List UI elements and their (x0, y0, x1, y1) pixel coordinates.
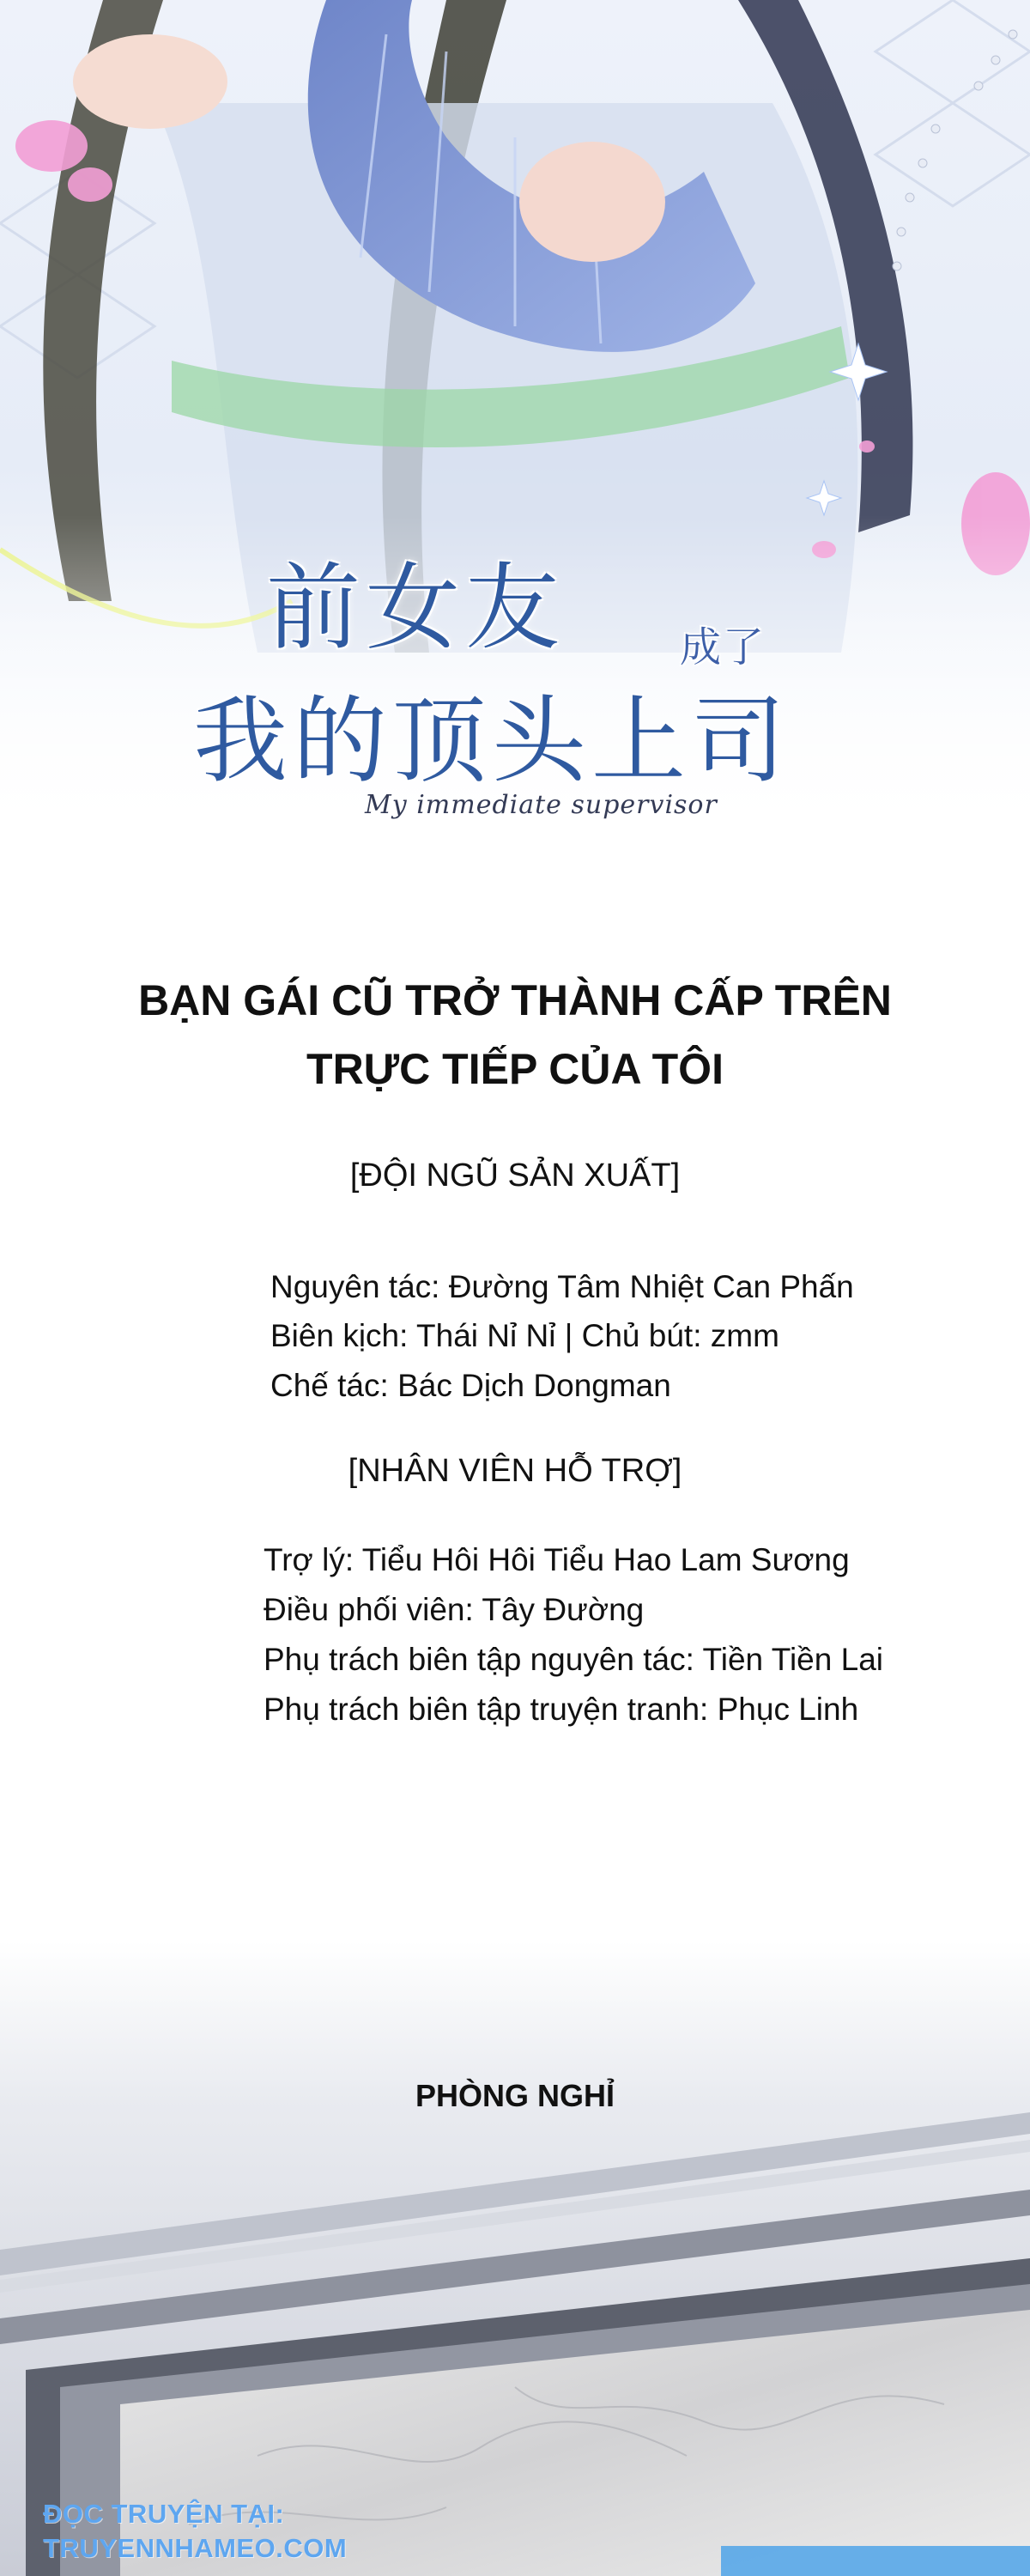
logo-line-2: 我的顶头上司 (193, 686, 791, 796)
watermark-url: TRUYENNHAMEO.COM (43, 2533, 348, 2563)
support-staff-heading: [NHÂN VIÊN HỖ TRỢ] (348, 1453, 682, 1489)
production-credit-line: Chế tác: Bác Dịch Dongman (270, 1368, 671, 1403)
main-title-line-1: BẠN GÁI CŨ TRỞ THÀNH CẤP TRÊN (138, 976, 892, 1024)
main-title-line-2: TRỰC TIẾP CỦA TÔI (306, 1045, 724, 1093)
scene-location-caption: PHÒNG NGHỈ (415, 2078, 615, 2113)
watermark-line-1: ĐỌC TRUYỆN TẠI: (43, 2499, 285, 2529)
cover-artwork (0, 0, 1030, 841)
production-team-heading: [ĐỘI NGŨ SẢN XUẤT] (349, 1157, 681, 1194)
logo-small-text: 成了 (680, 623, 766, 671)
room-scene-illustration (0, 1941, 1030, 2576)
production-credit-line: Biên kịch: Thái Nỉ Nỉ | Chủ bút: zmm (270, 1318, 779, 1353)
support-credit-line: Phụ trách biên tập truyện tranh: Phục Linh (264, 1692, 859, 1727)
support-credit-line: Trợ lý: Tiểu Hôi Hôi Tiểu Hao Lam Sương (264, 1542, 850, 1577)
support-credit-line: Điều phối viên: Tây Đường (264, 1592, 645, 1627)
logo-english-title: My immediate supervisor (365, 790, 718, 820)
support-credit-line: Phụ trách biên tập nguyên tác: Tiền Tiền Lai (264, 1642, 883, 1677)
production-credit-line: Nguyên tác: Đường Tâm Nhiệt Can Phấn (270, 1269, 854, 1304)
room-scene-artwork (0, 1941, 1030, 2576)
logo-line-1: 前女友 (266, 553, 565, 663)
